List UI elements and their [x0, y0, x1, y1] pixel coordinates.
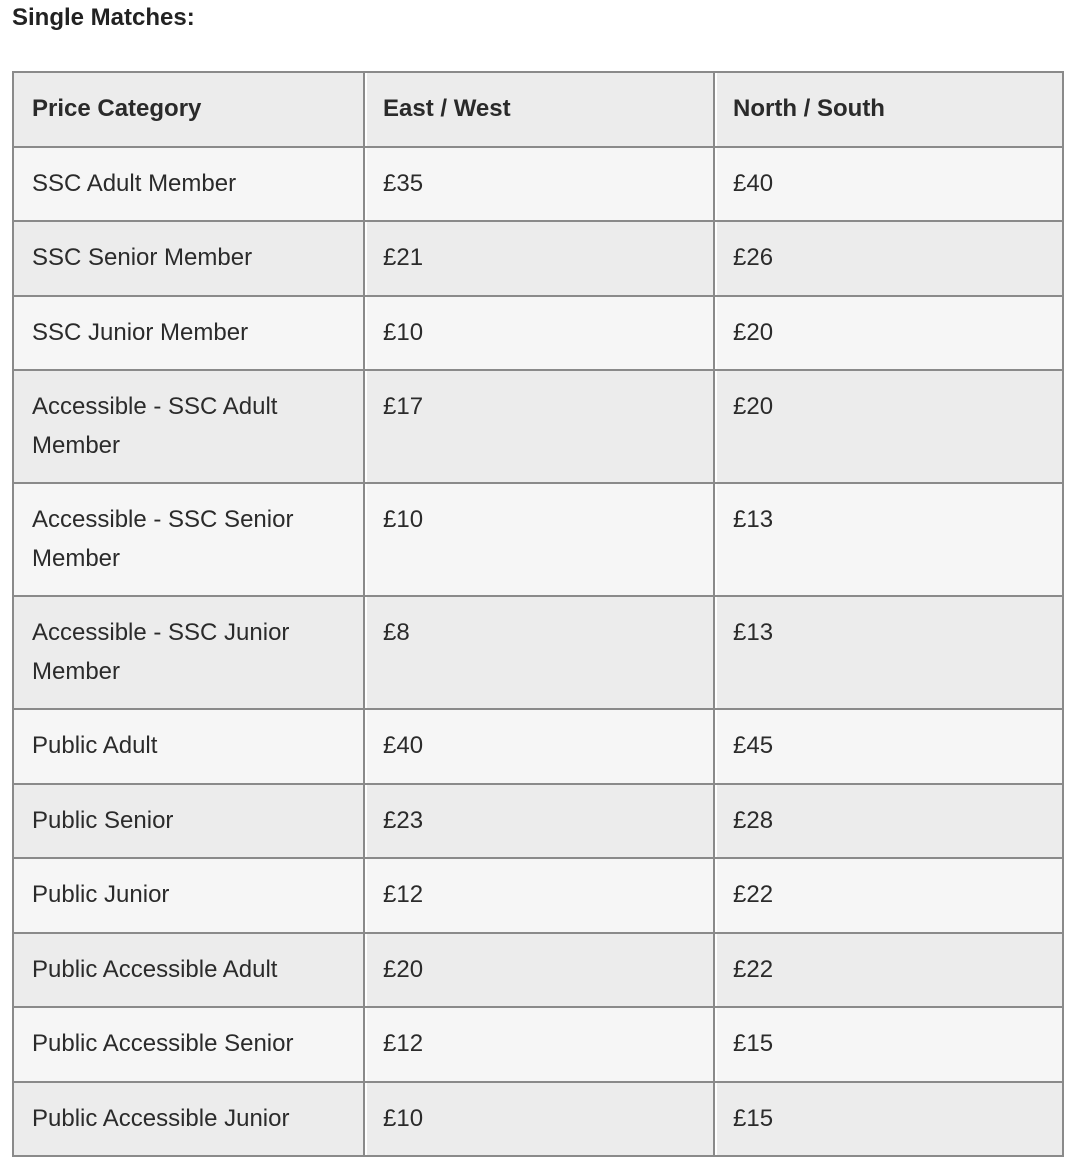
table-row — [12, 783, 1064, 858]
east-west-price-cell: £20 — [363, 932, 713, 1007]
east-west-price-cell: £10 — [363, 482, 713, 595]
east-west-price-cell: £12 — [363, 857, 713, 932]
table-row — [12, 482, 1064, 595]
price-category-cell: SSC Adult Member — [12, 146, 363, 221]
header-price-category: Price Category — [12, 71, 363, 146]
east-west-price-cell: £8 — [363, 595, 713, 708]
north-south-price-cell: £22 — [713, 932, 1064, 1007]
price-category-cell: Public Junior — [12, 857, 363, 932]
header-east-west: East / West — [363, 71, 713, 146]
east-west-price-cell: £21 — [363, 220, 713, 295]
price-table — [12, 71, 1064, 1157]
table-row — [12, 369, 1064, 482]
north-south-price-cell: £20 — [713, 369, 1064, 482]
east-west-price-cell: £35 — [363, 146, 713, 221]
east-west-price-cell: £23 — [363, 783, 713, 858]
price-category-cell: Public Accessible Adult — [12, 932, 363, 1007]
north-south-price-cell: £15 — [713, 1081, 1064, 1158]
table-header-row — [12, 71, 1064, 146]
table-row — [12, 1081, 1064, 1158]
east-west-price-cell: £12 — [363, 1006, 713, 1081]
east-west-price-cell: £40 — [363, 708, 713, 783]
north-south-price-cell: £20 — [713, 295, 1064, 370]
table-row — [12, 857, 1064, 932]
price-category-cell: SSC Junior Member — [12, 295, 363, 370]
table-row — [12, 932, 1064, 1007]
table-row — [12, 1006, 1064, 1081]
table-row — [12, 708, 1064, 783]
price-category-cell: Public Senior — [12, 783, 363, 858]
east-west-price-cell: £17 — [363, 369, 713, 482]
price-category-cell: Public Accessible Junior — [12, 1081, 363, 1158]
north-south-price-cell: £45 — [713, 708, 1064, 783]
north-south-price-cell: £26 — [713, 220, 1064, 295]
header-north-south: North / South — [713, 71, 1064, 146]
north-south-price-cell: £40 — [713, 146, 1064, 221]
price-category-cell: Accessible - SSC Senior Member — [12, 482, 363, 595]
table-row — [12, 220, 1064, 295]
north-south-price-cell: £28 — [713, 783, 1064, 858]
table-row — [12, 595, 1064, 708]
price-category-cell: Accessible - SSC Adult Member — [12, 369, 363, 482]
table-row — [12, 295, 1064, 370]
north-south-price-cell: £13 — [713, 482, 1064, 595]
price-category-cell: Public Adult — [12, 708, 363, 783]
table-row — [12, 146, 1064, 221]
price-category-cell: SSC Senior Member — [12, 220, 363, 295]
price-category-cell: Accessible - SSC Junior Member — [12, 595, 363, 708]
price-category-cell: Public Accessible Senior — [12, 1006, 363, 1081]
east-west-price-cell: £10 — [363, 295, 713, 370]
section-heading: Single Matches: — [12, 4, 195, 31]
north-south-price-cell: £13 — [713, 595, 1064, 708]
north-south-price-cell: £15 — [713, 1006, 1064, 1081]
north-south-price-cell: £22 — [713, 857, 1064, 932]
east-west-price-cell: £10 — [363, 1081, 713, 1158]
